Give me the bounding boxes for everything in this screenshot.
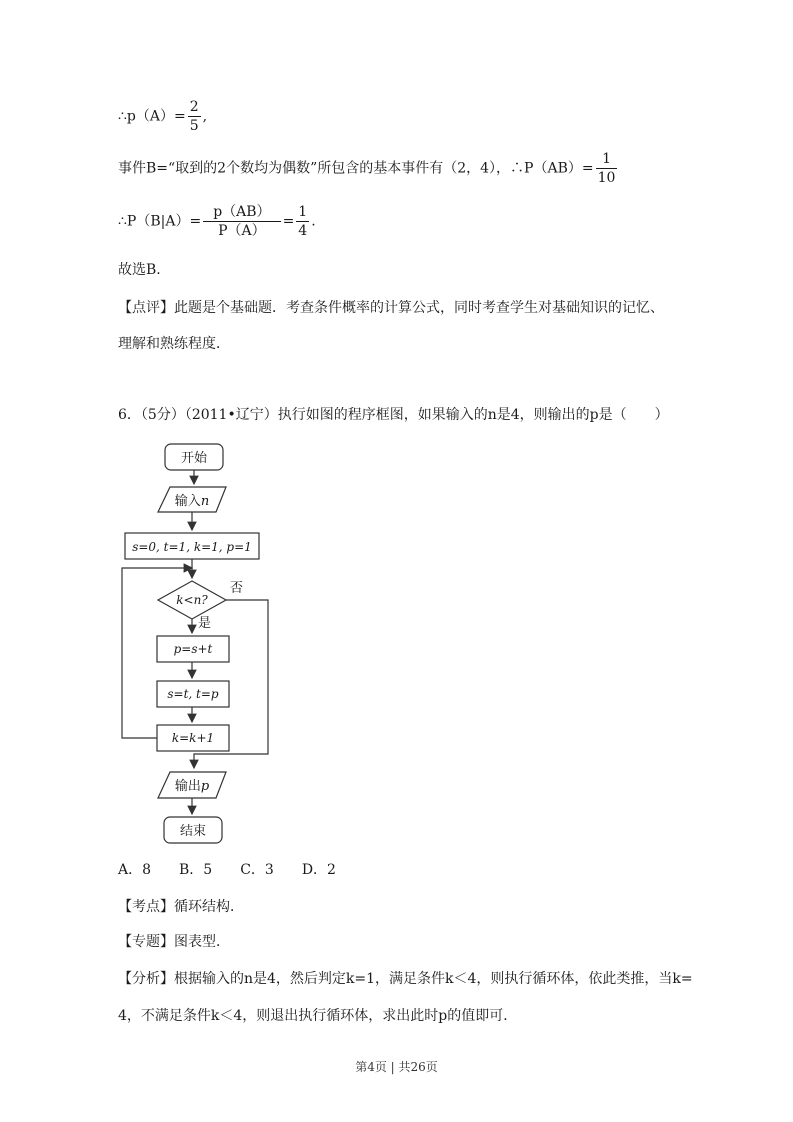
pa-prefix: ∴p（A）= [118,108,186,125]
cond-prefix: ∴P（B|A）= [118,213,202,230]
condition-diamond [158,581,226,619]
svg-text:输出p [175,778,210,794]
start-box [165,444,223,470]
fenxi-line-1: 【分析】根据输入的n是4，然后判定k=1，满足条件k＜4，则执行循环体，依此类推，当k= [118,971,693,987]
no-branch-line [194,600,268,768]
end-box [164,817,222,843]
init-label: s=0, t=1, k=1, p=1 [132,540,252,554]
cond-numerator: p（AB） [203,203,280,222]
pab-denominator: 10 [597,170,616,186]
yes-label: 是 [198,616,212,631]
cond-eq: = [282,213,295,230]
pa-denominator: 5 [189,118,199,134]
comment-line-2: 理解和熟练程度． [118,336,230,352]
no-label: 否 [230,581,244,596]
cond-suffix: . [311,213,316,230]
start-label: 开始 [180,451,208,466]
zhuanti-line: 【专题】图表型． [118,934,230,950]
input-var: n [200,494,210,509]
output-box [158,772,226,798]
fenxi-line-2: 4，不满足条件k＜4，则退出执行循环体，求出此时p的值即可． [118,1008,518,1024]
loop-back-line [122,568,192,738]
choose-b: 故选B. [118,262,161,278]
cond-result-numerator: 1 [298,204,308,220]
cond-denominator: P（A） [218,223,266,239]
step-box-1 [157,636,229,662]
end-label: 结束 [179,824,207,839]
kaodian-line: 【考点】循环结构． [118,899,244,915]
pa-suffix: , [202,108,208,125]
conditional-formula [118,203,316,240]
answer-options: A．8 B．5 C．3 D．2 [118,862,336,878]
cond-fraction [203,203,280,240]
pa-formula [118,98,207,135]
cond-result-fraction [296,203,309,240]
output-label: 输出 [174,779,201,794]
step-1-label: p=s+t [173,642,213,656]
condition-label: k<n? [176,593,208,607]
pab-numerator: 1 [596,150,618,169]
svg-text:输入n [175,493,209,509]
event-b-text: 事件B=“取到的2个数均为偶数”所包含的基本事件有（2，4），∴P（AB）= [118,160,594,177]
input-box [158,487,226,512]
pa-fraction [188,98,201,135]
init-box [125,533,259,559]
pa-numerator: 2 [189,99,199,115]
step-box-2 [157,681,229,707]
page-footer: 第4页 | 共26页 [355,1060,438,1074]
comment-line-1: 【点评】此题是个基础题．考查条件概率的计算公式，同时考查学生对基础知识的记忆、 [118,300,664,316]
input-label: 输入 [174,494,201,509]
event-b-line [118,150,619,187]
step-3-label: k=k+1 [171,731,215,745]
output-var: p [200,779,210,794]
step-2-label: s=t, t=p [167,687,219,701]
question-6: 6．（5分）（2011•辽宁）执行如图的程序框图，如果输入的n是4，则输出的p是（ ） [118,407,669,423]
pab-fraction [596,150,618,187]
step-box-3 [157,725,229,751]
cond-result-denominator: 4 [298,223,308,239]
